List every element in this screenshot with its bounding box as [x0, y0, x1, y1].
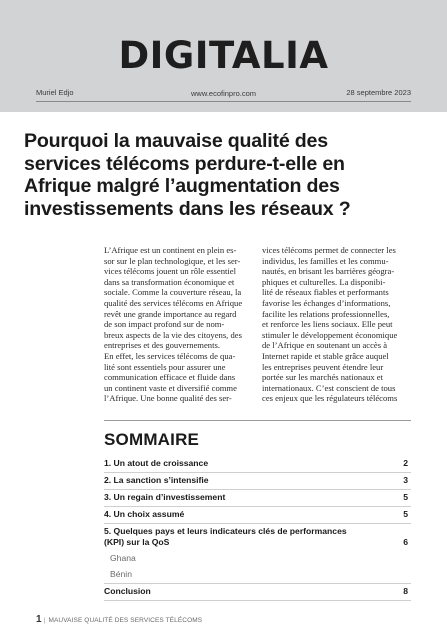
body-line: dans sa transformation économique et — [104, 276, 235, 287]
body-line: entreprises et des gouvernements. — [104, 340, 220, 351]
table-of-contents — [104, 456, 411, 601]
body-line: communication efficace et fluide dans — [104, 372, 236, 383]
toc-subentry-label: Bénin — [110, 569, 132, 579]
page-footer — [36, 614, 202, 625]
toc-entry[interactable] — [104, 584, 411, 601]
toc-divider — [104, 420, 411, 421]
body-line: qualité des services télécoms en Afrique — [104, 297, 243, 308]
header-divider — [36, 101, 411, 102]
toc-entry-label: 5. Quelques pays et leurs indicateurs clés de performances (KPI) sur la QoS — [104, 526, 347, 547]
body-line: L’Afrique est un continent en plein es- — [104, 245, 237, 255]
toc-entry-label: 3. Un regain d’investissement — [104, 492, 226, 502]
toc-subentry-label: Ghana — [110, 553, 136, 563]
body-line: sor sur le plan technologique, et les ser- — [104, 255, 241, 266]
toc-entry-page: 8 — [403, 586, 408, 596]
title-line: Pourquoi la mauvaise qualité des — [24, 130, 328, 152]
toc-heading: SOMMAIRE — [104, 430, 200, 449]
author-name: Muriel Edjo — [36, 88, 74, 97]
toc-entry-page: 6 — [403, 537, 408, 547]
toc-entry-label: Conclusion — [104, 586, 151, 596]
toc-entry-page: 2 — [403, 458, 408, 468]
body-line: individus, les familles et les commu- — [262, 255, 389, 266]
toc-entry-label: 4. Un choix assumé — [104, 509, 185, 519]
toc-entry[interactable] — [104, 473, 411, 490]
meta-row — [36, 88, 411, 100]
running-title: MAUVAISE QUALITÉ DES SERVICES TÉLÉCOMS — [48, 617, 203, 624]
body-line: Internet rapide et stable grâce auquel — [262, 350, 389, 361]
body-line: ces enjeux que les régulateurs télécoms — [262, 393, 398, 404]
title-line: Afrique malgré l’augmentation des — [24, 175, 340, 197]
body-line: revêt une grande importance au regard — [104, 308, 237, 319]
toc-entry-page: 5 — [403, 492, 408, 502]
body-line: lité de réseaux fiables et performants — [262, 287, 389, 298]
body-line: En effet, les services télécoms de qua- — [104, 350, 236, 361]
toc-subentry[interactable] — [104, 567, 411, 584]
toc-entry[interactable] — [104, 524, 411, 551]
publication-logo: DIGITALIA — [118, 34, 329, 77]
body-line: phiques et culturelles. La disponibi- — [262, 276, 386, 287]
body-line: nautés, en brisant les barrières géogra- — [262, 266, 395, 277]
page-number: 1 — [36, 614, 42, 625]
body-line: de son impact profond sur de nom- — [104, 319, 225, 330]
toc-entry[interactable] — [104, 507, 411, 524]
title-line: investissements dans les réseaux ? — [24, 197, 351, 220]
body-column-left — [104, 245, 249, 404]
publication-date: 28 septembre 2023 — [346, 88, 411, 97]
body-line: et renforce les liens sociaux. Elle peut — [262, 319, 393, 330]
toc-entry-page: 3 — [403, 475, 408, 485]
body-line: stimuler le développement économique — [262, 329, 398, 340]
body-line: internationaux. C’est conscient de tous — [262, 382, 396, 393]
toc-subentry[interactable] — [104, 551, 411, 567]
title-line: services télécoms perdure-t-elle en — [24, 152, 345, 175]
header-band — [0, 0, 447, 112]
body-line: vices télécoms jouent un rôle essentiel — [104, 266, 236, 277]
body-line: vices télécoms permet de connecter les — [262, 245, 396, 255]
footer-separator: | — [43, 617, 46, 624]
body-line: un continent vaste et diversifié comme — [104, 382, 237, 393]
body-line: les entreprises peuvent étendre leur — [262, 361, 384, 372]
body-line: l’Afrique. Une bonne qualité des ser- — [104, 393, 232, 404]
body-column-right — [262, 245, 407, 404]
toc-entry-label: 2. La sanction s’intensifie — [104, 475, 209, 485]
body-line: portée sur les marchés nationaux et — [262, 372, 383, 383]
article-title — [24, 130, 434, 220]
toc-entry[interactable] — [104, 490, 411, 507]
toc-entry[interactable] — [104, 456, 411, 473]
body-line: favorise les échanges d’informations, — [262, 297, 391, 308]
toc-entry-label: 1. Un atout de croissance — [104, 458, 209, 468]
website-link[interactable]: www.ecofinpro.com — [190, 89, 257, 98]
body-line: facilite les relations professionnelles, — [262, 308, 390, 319]
toc-entry-page: 5 — [403, 509, 408, 519]
body-line: lité sont essentiels pour assurer une — [104, 361, 226, 372]
body-line: breux aspects de la vie des citoyens, des — [104, 329, 242, 340]
body-line: sociale. Comme la couverture réseau, la — [104, 287, 242, 298]
body-line: de l’Afrique en soutenant un accès à — [262, 340, 388, 351]
